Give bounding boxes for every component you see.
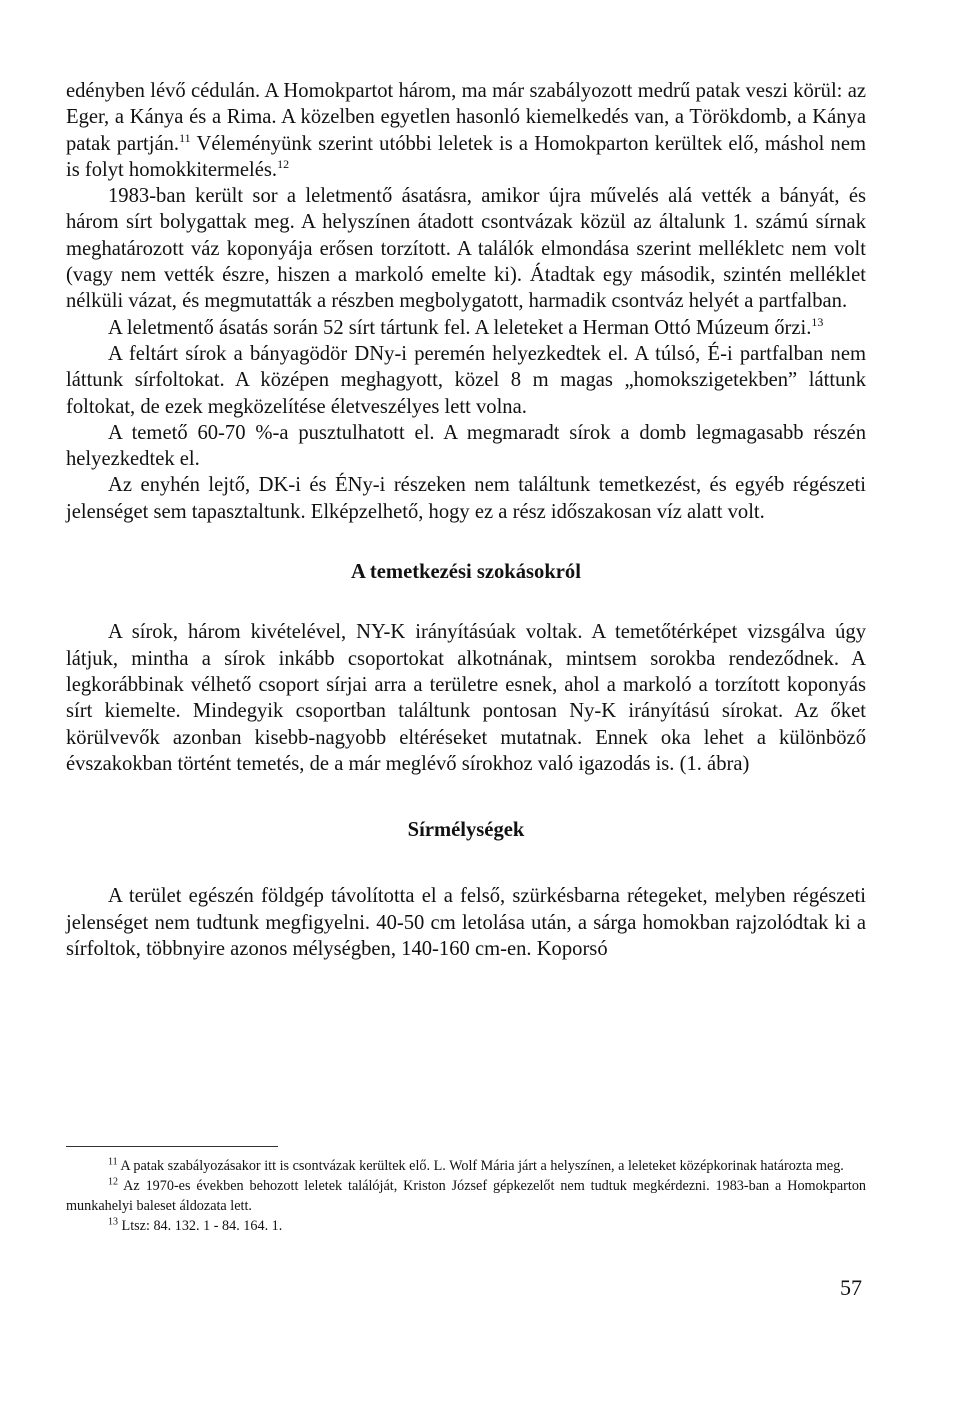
footnote xyxy=(66,1156,866,1176)
paragraph xyxy=(66,78,866,183)
paragraph: 1983-ban került sor a leletmentő ásatásra, amikor újra művelés alá vették a bányát, és három sírt bolygattak meg. A helyszínen átadott csontvázak közül az általunk 1. számú sírnak meghatározott váz koponyája erősen torzított. A találók elmondása szerint mellékletc nem volt (vagy nem vették észre, hiszen a markoló emelte ki). Átadtak egy második, szintén melléklet nélküli vázat, és megmutatták a részben megbolygatott, harmadik csontváz helyét a partfalban. xyxy=(66,185,866,313)
footnote-ref: 13 xyxy=(811,314,824,329)
page-body xyxy=(66,78,866,962)
paragraph xyxy=(66,315,866,341)
paragraph-text: edényben lévő cédulán. A Homokpartot három, ma már szabályozott medrű patak veszi körül: az Eger, a Kánya és a Rima. A közelben egyetlen hasonló kiemelkedés van, a Törökdomb, a Kánya patak partján. xyxy=(66,80,866,155)
paragraph: A sírok, három kivételével, NY-K irányításúak voltak. A temetőtérképet vizsgálva úgy látjuk, mintha a sírok inkább csoportokat alkotnának, mintsem sorokba rendeződnek. A legkorábbinak vélhető csoport sírjai arra a területre esnek, ahol a markoló a torzított koponyás sírt kiemelte. Mindegyik csoportban találtunk pontosan Ny-K irányítású sírokat. Az őket körülvevők azonban kisebb-nagyobb eltéréseket mutatnak. Ennek oka lehet a különböző évszakokban történt temetés, de a már meglévő sírokhoz való igazodás is. (1. ábra) xyxy=(66,621,866,775)
paragraph: Az enyhén lejtő, DK-i és ÉNy-i részeken nem találtunk temetkezést, és egyéb régészeti jelenséget sem tapasztaltunk. Elképzelhető, hogy ez a rész időszakosan víz alatt volt. xyxy=(66,474,866,523)
footnote-ref: 11 xyxy=(179,130,191,145)
footnote-number: 12 xyxy=(108,1176,118,1188)
footnote xyxy=(66,1176,866,1216)
footnote xyxy=(66,1216,866,1236)
page-number: 57 xyxy=(840,1275,862,1300)
paragraph: A terület egészén földgép távolította el a felső, szürkésbarna rétegeket, melyben régészeti jelenséget nem tudtunk megfigyelni. 40-50 cm letolása után, a sárga homokban rajzolódtak ki a sírfoltok, többnyire azonos mélységben, 140-160 cm-en. Koporsó xyxy=(66,885,866,961)
section-heading: A temetkezési szokásokról xyxy=(351,561,581,584)
footnote-text: Az 1970-es években behozott leletek találóját, Kriston József gépkezelőt nem tudtuk megkérdezni. 1983-ban a Homokparton munkahelyi baleset áldozata lett. xyxy=(66,1178,867,1214)
paragraph: A temető 60-70 %-a pusztulhatott el. A megmaradt sírok a domb legmagasabb részén helyezkedtek el. xyxy=(66,421,866,471)
footnote-number: 13 xyxy=(108,1216,118,1228)
paragraph-text: Véleményünk szerint utóbbi leletek is a Homokparton kerültek elő, máshol nem is folyt homokkitermelés. xyxy=(66,132,866,181)
paragraph-text: A leletmentő ásatás során 52 sírt tártunk fel. A leleteket a Herman Ottó Múzeum őrzi. xyxy=(108,316,812,339)
footnotes xyxy=(66,1156,866,1236)
footnote-text: A patak szabályozásakor itt is csontvázak kerültek elő. L. Wolf Mária járt a helyszínen, a leleteket középkorinak határozta meg. xyxy=(120,1158,844,1174)
footnote-divider xyxy=(66,1146,278,1147)
footnote-number: 11 xyxy=(108,1156,118,1168)
footnote-text: Ltsz: 84. 132. 1 - 84. 164. 1. xyxy=(121,1218,283,1234)
footnote-ref: 12 xyxy=(277,157,290,172)
section-heading: Sírmélységek xyxy=(407,819,525,842)
paragraph: A feltárt sírok a bányagödör DNy-i peremén helyezkedtek el. A túlsó, É-i partfalban nem láttunk sírfoltokat. A középen meghagyott, közel 8 m magas „homokszigetekben” láttunk foltokat, de ezek megközelítése életveszélyes lett volna. xyxy=(66,342,866,418)
